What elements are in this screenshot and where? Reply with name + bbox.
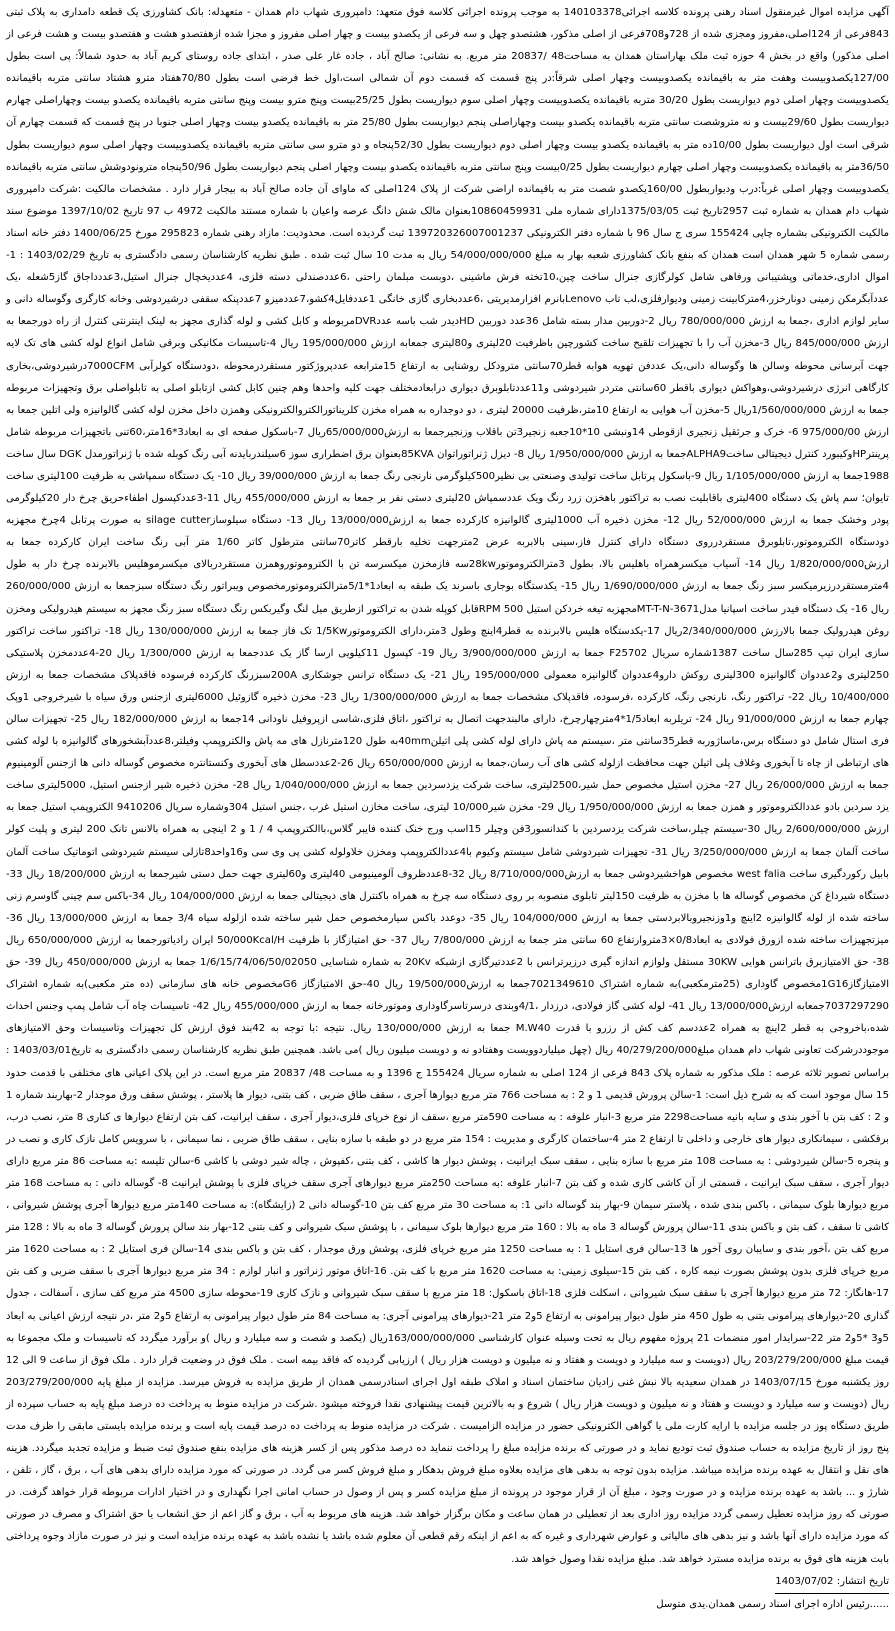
auction-notice-body [6,2,889,1571]
notice-footer [6,1571,889,1616]
signature-line: ......رئیس اداره اجرای اسناد رسمی همدان.یدی متوسل [656,1598,889,1610]
publication-date: تاریخ انتشار: 1403/07/02 [775,1571,889,1594]
auction-notice-paragraph: آگهی مزایده اموال غیرمنقول اسناد رهنی پرونده کلاسه اجرائی140103378 به موجب پرونده اجرائی کلاسه فوق متعهد: دامپروری شهاب دام همدان - متعهدله: بانک کشاورزی یک قطعه دامداری به پلاک ثبتی 843فرعی از 124اصلی،مفروز ومجزی شده از 728و708فرعی از اصلی مذکور، هشتصدو چهل و سه فرعی از یکصدو بیست و چهار اصلی مفروز و مجزا شده ازهفتصدو هشت و هفتصدو بیست و هشت فرعی از اصلی مذکور) واقع در بخش 4 حوزه ثبت ملک بهاراستان همدان به مساحت48 /20837 متر مربع. به نشانی: صالح آباد ، جاده غار علی صدر ، ابتدای جاده روستای کریم آباد به حدود شمالاً: پی است بطول 127/00یکصدوبیست وهفت متر به باقیمانده یکصدوبیست وچهار اصلی شرقاً:در پنج قسمت که قسمت دوم آن شمالی است،اول خط فرضی است بطول 70/80هفتاد مترو هشتاد سانتی متربه باقیمانده یکصدوبیست وچهار اصلی دوم دیواریست بطول 30/20 متربه باقیمانده یکصدوبیست وچهار اصلی سوم دیواریست بطول 25/25بیست وپنج مترو بیست وپنج سانتی متربه باقیمانده یکصدو بیست وچهاراصلی چهارم دیواریست بطول 29/60بیست و نه متروشصت سانتی متربه باقیمانده یکصدو بیست وچهاراصلی پنجم دیواریست بطول 25/80 متر به باقیمانده یکصدو بیست وچهار اصلی جنوبا در پنج قسمت که قسمت چهارم آن شرقی است اول دیواریست بطول 10/00ده متر به باقیمانده یکصدو بیست وچهار اصلی دوم دیواریست بطول 52/30پنجاه و دو مترو سی سانتی متربه باقیمانده یکصدوبیست وچهار اصلی سوم دیواریست بطول 36/50متر به باقیمانده یکصدوبیست وچهار اصلی چهارم دیواریست بطول 0/25بیست وپنج سانتی متربه باقیمانده یکصدو بیست وچهار اصلی پنجم دیواریست بطول 50/96پنجاه مترونودوشش سانتی متربه باقیمانده یکصدوبیست وچهار اصلی غرباً:درب ودیواربطول 160/00یکصدو شصت متر به باقیمانده اراضی شرکت از پلاک 124اصلی که ماوای آن جاده صالح آباد به بیجار قرار دارد . مشخصات مالکیت :شرکت دامپروری شهاب دام همدان به شماره ثبت 2957تاریخ ثبت 1375/03/05دارای شماره ملی 10860459931بعنوان مالک شش دانگ عرصه واعیان با شماره مستند مالکیت 4972 ب 97 تاریخ 1397/10/02 موضوع سند مالکیت الکترونیکی بشماره چاپی 155424 سری ج سال 96 با شماره دفتر الکترونیکی 139720326007001237 ثبت گردیده است. محدودیت: مازاد رهنی شماره 295823 مورخ 1400/06/25 دفتر خانه اسناد رسمی شماره 5 شهر همدان است همدان که بنفع بانک کشاورزی شعبه بهار به مبلغ 54/000/000/000 ریال به مدت 10 سال ثبت شده . طبق نظریه کارشناسان رسمی دادگستری به تاریخ 1403/02/29 : 1-اموال اداری،خدماتی وپشتیبانی ورفاهی شامل کولرگازی جنرال ساخت چین،10تخته فرش ماشینی ،دوبست مبلمان راحتی ،6عددصندلی دسته فلزی، 4عددیخچال جنرال استیل،3عددداجاق گاز5شعله ،یک عددآبگرمکن زمینی دونارخزر،4مترکابینت زمینی ودیوارفلزی،لب تاب Lenovoبانرم افزارمدیریتی ،6عددبخاری گازی خانگی 1عددفایل4کشو،7عددمیزو 7عددپنکه سقفی درشیردوشی وخانه کارگری وگوساله دانی و سایر لوازم اداری ،جمعا به ارزش 780/000/000 ریال 2-دوربین مدار بسته شامل 36عدد دوربین HDدیدر شب باسه عددDVRمربوطه و کابل کشی و لوله گذاری مجهز به لینک اینترنتی کنترل از راه دورجمعا به ارزش 845/000/000 ریال 3-مخزن آب را با تجهیزات تلقیح ساخت کشورچین باظرفیت 20لیتری و80لیتری جمعابه ارزش 195/000/000 ریال 4-تاسیسات مکانیکی وبرقی شامل انواع لوله کشی های تک لایه جهت آبرسانی محوطه وسالن ها وگوساله دانی،یک عددفن تهویه هوابه قطر70سانتی مترودکل روشنایی به ارتفاع 15مترابعه عددپروژکتور مستقردرمحوطه ،دودستگاه کولرآبی 7000CFMدرشیردوشی،بخاری کارگاهی انرژی درشیردوشی،وهواکش دیواری باقطر 60سانتی متردر شیردوشی و11عددتابلوبرق دیواری درابعادمختلف جهت کلیه واحدها وهم چنین کابل کشی ازتابلو اصلی به تابلواصلی برق وتجهیزات مربوطه جمعا به ارزش 1/560/000/000ریال 5-مخزن آب هوایی به ارتفاع 10متر،ظرفیت 20000 لیتری ، دو دوجداره به همراه مخزن کلریناتورالکتروالکترونیکی وهمزن داخل مخزن لوله کشی گالوانیزه ولی اتلین جمعا به ارزش 975/000/00 6- خرک و جرثقیل زنجیری ازقوطی 14ونبشی 10*10جعبه زنجیر3تن باقلاب وزنجیرجمعا به ارزش65/000/000ریال 7-باسکول صفحه ای به ابعاد3*16متر،60تنی باتجهیزات مربوطه شامل پرینترHPوکیبورد کنترل دیجیتالی ساختALPHA9جمعا به ارزش 1/950/000/000 ریال 8- دیزل ژنراتوراتوان 85KVAبعنوان برق اضطراری سوز 6سیلندربایدنه آبی رنگ کوبله شده با ژنراتورمدل DGK سال ساخت 1988جمعا به ارزش 1/105/000/000 ریال 9-باسکول پرتابل ساخت تولیدی وصنعتی بی نظیر500کیلوگرمی نارنجی رنگ جمعا به ارزش 39/000/000 ریال 10- یک دستگاه سمپاشی به ظرفیت 100لیتری ساخت تایوان؛ سم پاش یک دستگاه 400لیتری باقابلیت نصب به تراکتور باهخزن زرد رنگ ویک عددسمپاش 20لیتری دستی نفر بر جمعا به ارزش 455/000/000 ریال 11-3عددکپسول اطفاءحریق چرخ دار 20کیلوگرمی پودر وخشک جمعا به ارزش 52/000/000 ریال 12- مخزن ذخیره آب 1000لیتری گالوانیزه کارکرده جمعا به ارزش13/000/000 ریال 13- دستگاه سیلوسازsilage cutter به صورت پرتابل 4چرخ مجهزبه دودستگاه الکتروموتور،تابلوبرق مستقردرروی دستگاه دارای کنترل فاز،سینی بالابربه عرض 2مترجهت تخلیه بارقطر کاتر70سانتی مترطول کاتر 1/60 متر آبی رنگ ساخت ایران کارکرده جمعا به ارزش1/820/000/000 ریال 14- آسیاب میکسرهمراه باهلیس بالا، بطول 3مترالکتروموتور28kwسه فازمخزن میکسرسه تن با الکتروموتوروهمزن مستقردربالای میکسرموهلیس بالابرنده چرخ دار به طول 4مترمستقردرزیرمیکسر سبز رنگ جمعا به ارزش 1/690/000/000 ریال 15- یکدستگاه بوجاری باسرند یک طبقه به ابعاد1*5/1مترالکتروموتورمخصوص ویبراتور رنگ دستگاه سبزجمعا به ارزش 260/000/000 ریال 16- یک دستگاه فیدر ساخت اسپانیا مدلMT-T-N-3671مجهزبه تیغه خردکن استیل RPM 500قابل کوپله شدن به تراکتور ازطریق میل لنگ وگیربکس رنگ دستگاه سبز رنگ مجهز به سیستم هیدرولیکی ومخزن روغن هیدرولیک جمعا بالارزش 2/340/000/000ریال 17-یکدستگاه هلیس بالابرنده به قطر4اینچ وطول 3متر،دارای الکتروموتور1/5Kw تک فاز جمعا به ارزش 130/000/000 ریال 18- تراکتور ساخت تراکتور سازی ایران تیپ 285سال ساخت 1387شماره سریال F25702 جمعا به ارزش 3/900/000/000 ریال 19- کپسول 11کیلویی ارسا گاز یک عددجمعا به ارزش 1/300/000 ریال 20-4عددمخزن پلاستیکی 250لیتری و2عددوان گالوانیزه 300لیتری روکش دارو4عددوان گالوانیزه معمولی 195/000/000 ریال 21- یک دستگاه ترانس جوشکاری 200Aسبزرنگ کارکرده فرسوده فاقدپلاک مشخصات جمعا به ارزش 10/400/000 ریال 22- تراکتور رنگ، نارنجی رنگ، کارکرده ،فرسوده، فاقدپلاک مشخصات جمعا به ارزش 1/300/000/000 ریال 23- مخزن ذخیره گازوئیل 6000لیتری ازجنس ورق سیاه با شیرخروجی 1وپک چهارم جمعا به ارزش 91/000/000 ریال 24- تریلربه ابعاد1/5*4مترچهارچرخ، دارای مالبندجهت اتصال به تراکتور ،اتاق فلزی،شاسی ازپروفیل ناودانی 14جمعا به ارزش 182/000/000 ریال 25- تجهیزات سالن فری استال شامل دو دستگاه برس،ماساژوربه قطر35سانتی متر ،سیستم مه پاش دارای لوله کشی پلی اتیلن40mmبه طول 120مترنازل های مه پاش والکتروپمپ وفیلتر،8عددآبشخورهای گالوانیزه با لوله کشی های ارتباطی از چاه تا آبخوری وغلاف پلی اتیلن جهت محافظت ازلوله کشی های آب رسان،جمعا به ارزش 650/000/000 ریال 26-2عددسطل های آبخوری وکنستانتره مخصوص گوساله دانی ها ازجنس آلومینیوم جمعا به ارزش 26/000/000 ریال 27- مخزن استیل مخصوص حمل شیر،2500لیتری، ساخت شرکت یزدسردین جمعا به ارزش 1/040/000/000 ریال 28- مخزن ذخیره شیر ازجنس استیل، 5000لیتری ساخت یزد سردین بادو عددالکتروموتور و همزن جمعا به ارزش 1/950/000/000 ریال 29- مخزن شیر10/000 لیتری، ساخت مخازن استیل غرب ،جنس استیل 304وشماره سریال 9410206 الکتروپمپ استیل جمعا به ارزش 2/600/000/000 ریال 30-سیستم چیلر،ساخت شرکت یزدسردین با کندانسور3فن وچیلر 15اسب ورج خنک کننده فایبر گلاس،باالکتروپمپ 4 / 1 و 2 اینچی به همراه بالانس تانک 200 لیتری و پلیت کولر ساخت آلمان جمعا به ارزش 3/250/000/000 ریال 31- تجهیزات شیردوشی شامل سیستم وکیوم با4عددالکتروپمپ ومخزن خلاولوله کشی پی وی سی و16واحد8تازلی سیستم شیردوشی اتوماتیک ساخت آلمان بابیل رکوردگیری ساخت west falia مخصوص هواخشیردوشی جمعا به ارزش8/710/000/000 ریال 32-8عددظروف آلومینیومی 40لیتری و60لیتری جهت حمل دستی شیرجمعا به ارزش 18/200/000 ریال 33- دستگاه شیرداغ کن مخصوص گوساله ها با مخزن به ظرفیت 150لیتر تابلوی منصوبه بر روی دستگاه سه چرخ به همراه باکنترل های دیجیتالی جمعا به ارزش 104/000/000 ریال 34-باکس سم چینی گاوسرم زنی ساخته شده از لوله گالوانیزه 2اینچ و1وزنجیروبالابردستی جمعا به ارزش 104/000/000 ریال 35- دوعدد باکس سیارمخصوص حمل شیر ساخته شده ازلوله سیاه 3/4 جمعا به ارزش 13/000/000 ریال 36-میزتجهیزات ساخته شده ازورق فولادی به ابعاد0/8×3متروارتفاع 60 سانتی متر جمعا به ارزش 7/800/000 ریال 37- حق امتیازگاز با ظرفیت 50/000Kcal/H ایران رادیاتورجمعا به ارزش 650/000/000 ریال 38- حق الامتیازبرق باترانس هوایی 30KW مستقل ولوازم اندازه گیری درزیرترانس با 2عددتیرگازی ازشبکه 20Kv به شماره شناسایی 1/6/15/74/06/50/02050 جمعا به ارزش 450/000/000 ریال 39- حق الامتیازگاز1G16مخصوص گاوداری (25مترمکعبی)به شماره اشتراک 7021349610جمعا به ارزش19/500/000 ریال 40-حق الامتیازگاز G6مخصوص خانه های سازمانی (ده متر مکعبی)به شماره اشتراک 7037297290جمعابه ارزش13/000/000 ریال 41- لوله کشی گاز فولادی، درزدار ،4/1وبندی درسرتاسرگاوداری وموتورخانه جمعا به ارزش 455/000/000 ریال 42- تاسیسات چاه آب شامل پمپ وجنس احداث شده،باخروجی به قطر 2اینچ به همراه 2عددسم کف کش از رزرو با قدرت M.W40 جمعا به ارزش 130/000/000 ریال. نتیجه :با توجه به 42بند فوق ارزش کل تجهیزات وتاسیسات وحق الامتیازهای موجوددرشرکت تعاونی شهاب دام همدان مبلغ40/279/200/000 ریال (چهل میلیاردوویست وهفتادو نه و دویست میلیون ریال )می باشد. همچنین طبق نظریه کارشناسان رسمی دادگستری به تاریخ1403/03/01 : براساس تصویر ثلاثه عرصه : ملک مذکور به شماره پلاک 843 فرعی از 124 اصلی به شماره سریال 155424 ج 1396 و به مساحت 48/ 20837 متر مربع است. در این پلاک اعیانی های مختلفی با قدمت حدود 15 سال موجود است که به شرح ذیل است: 1-سالن پرورش قدیمی 1 و 2 : به مساحت 766 متر مربع دیوارها آجری ، سقف طاق ضربی ، کف بتنی، دیوار ها پلاستر ، پوشش سقف ورق موجدار 2-بهاربند شماره 1 و 2 : کف بتن با آخور بندی و سایه بانیه مساحت2298 متر مربع 3-انبار علوفه : به مساحت 590متر مربع ،سقف از نوع خرپای فلزی،دیوار آجری ، سقف ایرانیت، کف بتن ارتفاع دیوارها ی کناری 8 متر، نصب درب، برقکشی ، سیمانکاری دیوار های خارجی و داخلی تا ارتفاع 2 متر 4-ساختمان کارگری و مدیریت : 154 متر مربع در دو طبقه با سازه بنایی ، سقف طاق ضربی ، نما سیمانی ، با سرویس کامل نازک کاری و نصب در و پنجره 5-سالن شیردوشی : به مساحت 108 متر مربع با سازه بنایی ، سقف سبک ایرانیت ، پوشش دیوار ها کاشی ، کف بتنی ،کفپوش ، چاله شیر دوشی با کاشی 6-سالن تلیسه :به مساحت 86 متر مربع دارای دیوار آجری ، سقف سبک ایرانیت ، قسمتی از آن کاشی کاری شده و کف بتن 7-انبار علوفه :به مساحت 250متر مربع دیوارهای آجری سقف خرپای فلزی با پوشش ایرانیت 8- گوساله دانی : به مساحت 168 متر مربع دیوارها بلوک سیمانی ، باکس بندی شده ، پلاستر سیمان 9-بهار بند گوساله دانی 1: به مساحت 30 متر مربع کف بتن 10-گوساله دانی 2 (زایشگاه): به مساحت 140متر مربع دیوارها آجری پوشش شیروانی ، کاشی تا سقف ، کف بتن و باکس بندی 11-سالن پرورش گوساله 3 ماه به بالا : 160 متر مربع دیوارها بلوک سیمانی ، با پوشش سبک شیروانی و کف بتنی 12-بهار بند سالن پرورش گوساله 3 ماه به بالا : 128 متر مربع کف بتن ،آخور بندی و سایبان روی آخور ها 13-سالن فری استایل 1 : به مساحت 1250 متر مربع خرپای فلزی، پوشش ورق موجدار ، کف بتن و باکس بندی 14-سالن فری استایل 2 : به مساحت 1620 متر مربع خرپای فلزی بدون پوشش بصورت نیمه کاره ، کف بتن 15-سیلوی زمینی: به مساحت 1620 متر مربع با کف بتن. 16-اتاق موتور ژنراتور و انبار لوازم : 34 متر مربع دیوارها آجری با سقف ضربی و کف بتن 17-هانگار: 72 متر مربع دیوارها آجری با سقف سبک شیروانی ، اسکلت فلزی 18-اتاق باسکول: 18 متر مربع با سقف سبک شیروانی و نازک کاری 19-محوطه سازی 4500 متر مربع کف سازی ، آسفالت ، جدول گذاری 20-دیوارهای پیرامونی بتنی به طول 450 متر طول دیوار پیرامونی به ارتفاع 5و2 متر 21-دیوارهای پیرامونی آجری: به مساحت 84 متر طول دیوار پیرامونی به ارتفاع 5و2 متر ،در نتیجه ارزش اعیانی به ابعاد 5و3 *5و2 متر 22-سرایدار امور منضمات 21 پروژه مفهوم ریال به تحت وسیله عنوان کارشناسی 163/000/000/000ریال (یکصد و شصت و سه میلیارد و ریال )و برآورد میگردد که تاسیسات و ملک مجموعا به قیمت مبلغ 203/279/200/000 ریال (دویست و سه میلیارد و دویست و هفتاد و نه میلیون و دویست هزار ریال ) ارزیابی گردیده که فاقد بیمه است . ملک فوق در وضعیت قرار دارد . ملک فوق از ساعت 9 الی 12 روز یکشنبه مورخ 1403/07/15 در همدان سعیدیه بالا نبش غنی زادیان ساختمان اسناد و املاک طبقه اول اجرای اسنادرسمی همدان از طریق مزایده به فروش میرسد. مزایده از مبلغ پایه 203/279/200/000 ریال (دویست و سه میلیارد و دویست و هفتاد و نه میلیون و دویست هزار ریال ) شروع و به بالاترین قیمت پیشنهادی نقدا فروخته میشود .شرکت در مزایده منوط به پرداخت ده درصد مبلغ پایه به حساب سپرده از طریق دستگاه پوز در جلسه مزایده با ارایه کارت ملی یا گواهی الکترونیکی حضور در مزایده الزامیست . شرکت در مزایده منوط به پرداخت ده درصد قیمت پایه است و برنده مزایده بایستی مابقی را ظرف مدت پنج روز از تاریخ مزایده به حساب صندوق ثبت تودیع نماید و در صورتی که برنده مزایده مبلغ را پرداخت ننماید ده درصد مذکور پس از کسر هزینه های مزایده بنفع صندوق ثبت ضبط و مزایده تجدید میگردد. هزینه های نقل و انتقال به عهده برنده مزایده میباشد. مزایده بدون توجه به بدهی های مزایده بعلاوه مبلغ فروش بدهکار و مبلغ فروش کسر می گردد. در صورتی که مورد مزایده دارای بدهی های آب ، برق ، گاز ، تلفن ، شارژ و ... باشد به عهده برنده مزایده و در صورت وجود ، مبلغ آن از قرار موجود در پرونده از مبلغ مزایده کسر و پس از وصول در حساب امانی اجرا نگهداری و در اختیار ادارات مربوطه قرار خواهد گرفت. در صورتی که روز مزایده تعطیل رسمی گردد مزایده روز اداری بعد از تعطیلی در همان ساعت و مکان برگزار خواهد شد. هزینه های مربوط به آب ، برق و گاز اعم از حق انشعاب یا حق اشتراک و مصرف در صورتی که مورد مزایده دارای آنها باشد و نیز بدهی های مالیاتی و عوارض شهرداری و غیره که به اعم از اینکه رقم قطعی آن معلوم شده باشد یا نشده باشد به عهده برنده مزایده است و نیز در صورت مازاد وجوه پرداختی بابت هزینه های فوق به برنده مزایده مسترد خواهد شد. مبلغ مزایده نقدا وصول خواهد شد. [6,7,890,1565]
